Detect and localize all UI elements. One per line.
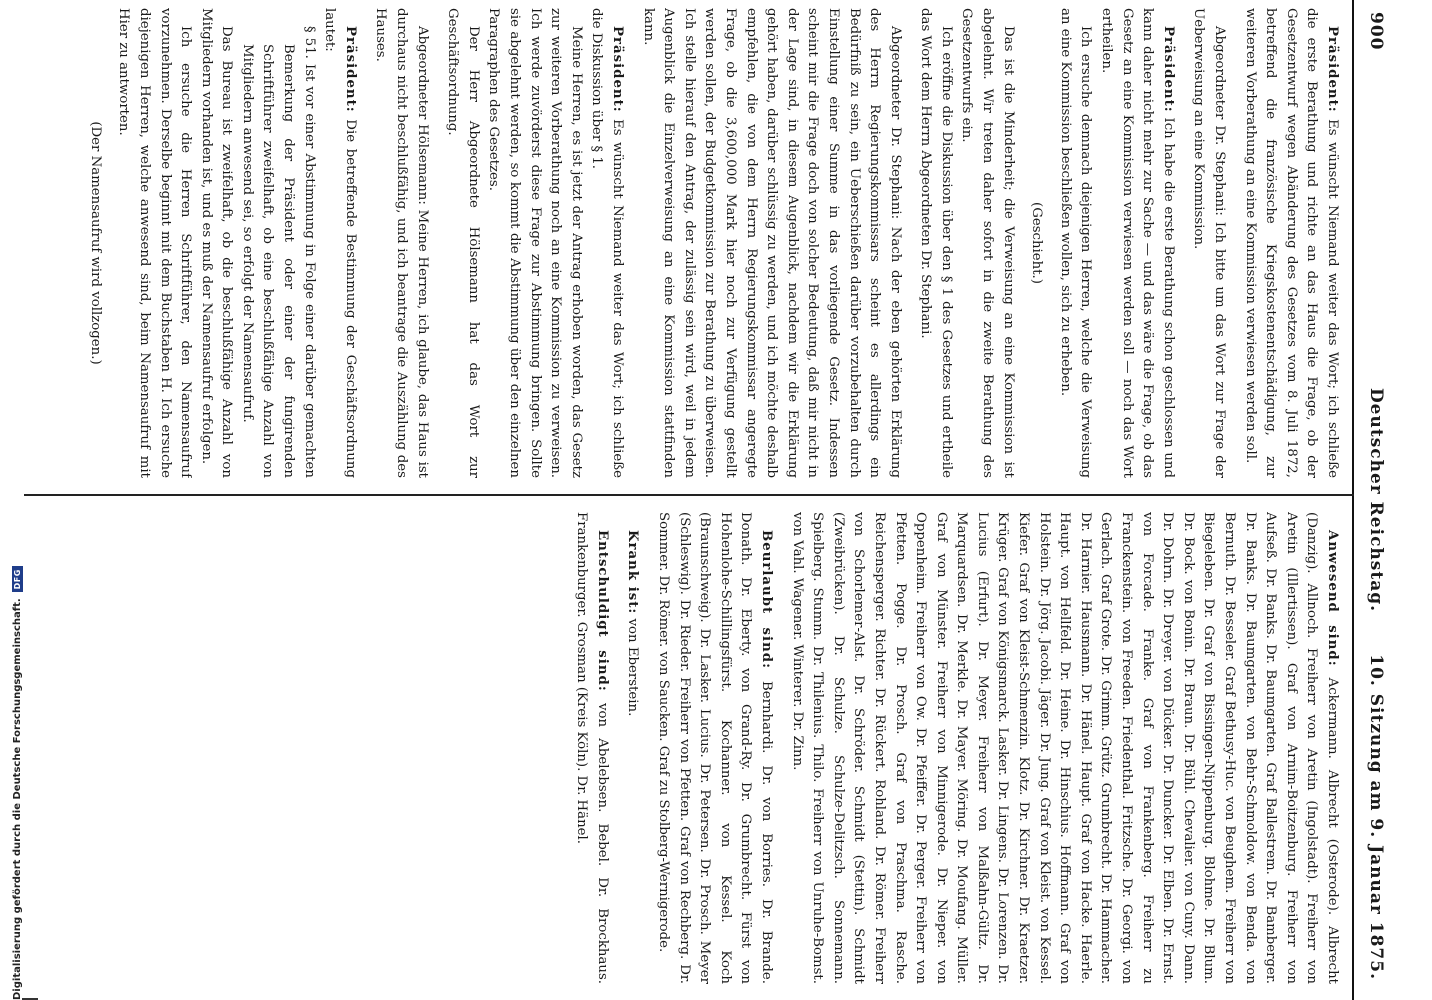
paragraph: Abgeordneter Dr. Stephani: Ich bitte um das Wort zur Frage der Ueberweisung an eine Kommission.	[1191, 8, 1228, 478]
digitization-credit	[9, 566, 25, 1000]
quoted-rule: § 51. Ist vor einer Abstimmung in Folge einer darüber gemachten Bemerkung der Präsident oder einer der fungirenden Schriftführer zweifelhaft, ob eine beschlußfähige Anzahl von Mitgliedern anwesend sei, so erfolgt der Namensaufruf.	[239, 26, 317, 478]
paragraph: Abgeordneter Dr. Stephani: Nach der eben gehörten Erklärung des Herrn Regierungskommissars scheint es allerdings ein Bedürfniß zu sein, ein Ueberschießen darüber vorzubehalten durch Einstellung einer Summe in das vorliegende Gesetz. Indessen scheint mir die Frage doch von solcher Bedeutung, daß mir nicht in der Lage sind, in diesem Augenblick, nachdem wir die Erklärung gehört haben, darüber schlüssig zu werden, und ich möchte deshalb empfehlen, die von dem Herrn Regierungskommissar angeregte Frage, ob die 3,600,000 Mark hier noch zur Verfügung gestellt werden sollen, der Budgetkommission zur Berathung zu überweisen. Ich stelle hierauf den Antrag, der zulässig sein wird, weil in jedem Augenblick die Einzelverweisung an eine Kommission stattfinden kann.	[640, 8, 903, 478]
speaker-president: Präsident:	[1325, 26, 1340, 113]
paragraph-text: Es wünscht Niemand weiter das Wort; ich schließe die erste Berathung und richte an das Haus die Frage, ob der Gesetzentwurf wegen Abänderung des Gesetzes vom 8. Juli 1872, betreffend die französische Kriegskostenentschädigung, zur weiteren Vorberathung an eine Kommission verwiesen werden soll.	[1242, 8, 1340, 478]
paragraph: Ich eröffne die Diskussion über den § 1 des Gesetzes und ertheile das Wort dem Herrn Abgeordneten Dr. Stephani.	[918, 8, 954, 478]
paragraph: Meine Herren, es ist jetzt der Antrag erhoben worden, das Gesetz zur weiteren Vorberathung noch an eine Kommission zu verweisen. Ich werde zuvörderst diese Frage zur Abstimmung bringen. Sollte sie abgelehnt werden, so kommt die Abstimmung über den einzelnen Paragraphen des Gesetzes.	[486, 8, 584, 478]
paragraph: Das Bureau ist zweifelhaft, ob die beschlußfähige Anzahl von Mitgliedern vorhanden ist, und es muß der Namensaufruf erfolgen.	[198, 8, 235, 478]
on-leave-label: Beurlaubt sind:	[758, 530, 774, 669]
excused-label: Entschuldigt sind:	[594, 530, 610, 692]
right-column	[42, 512, 1342, 984]
paragraph	[1239, 8, 1342, 478]
sick-names: von Eberstein.	[625, 618, 641, 717]
scanned-page	[18, 0, 1398, 1000]
paragraph	[1095, 8, 1177, 478]
paragraph-text: Ich habe die erste Berathung schon geschlossen und kann daher nicht mehr zur Sache — und das wäre die Frage, ob das Gesetz an eine Kommission verwiesen werden soll — noch das Wort ertheilen.	[1099, 8, 1176, 478]
sick-label: Krank ist:	[625, 530, 641, 615]
present-label: Anwesend sind:	[1325, 530, 1340, 667]
paragraph-text: Die betreffende Bestimmung der Geschäftsordnung lautet:	[322, 8, 358, 478]
dfg-logo: DFG	[12, 566, 23, 592]
paragraph: Das ist die Minderheit; die Verweisung an eine Kommission ist abgelehnt. Wir treten daher sofort in die zweite Berathung des Gesetzentwurfs ein.	[959, 8, 1016, 478]
left-column	[42, 8, 1342, 478]
attendance-on-leave	[652, 512, 776, 984]
page-header	[1352, 0, 1398, 1000]
attendance-sick	[622, 512, 643, 984]
paragraph: Ich ersuche demnach diejenigen Herren, welche die Verweisung an eine Kommission beschließen wollen, sich zu erheben.	[1057, 8, 1094, 478]
credit-text: Digitalisierung gefördert durch die Deutsche Forschungsgemeinschaft.	[11, 598, 23, 1000]
paragraph: Abgeordneter Hölsemann: Meine Herren, ich glaube, das Haus ist durchaus nicht beschlußfähig, und ich beantrage die Auszählung des Hauses.	[373, 8, 430, 478]
attendance-excused	[571, 512, 612, 984]
speaker-president: Präsident:	[342, 26, 358, 113]
session-date: 10. Sitzung am 9. Januar 1875.	[1366, 654, 1386, 980]
on-leave-names: Bernhardi. Dr. von Borries. Dr. Brande. Donath. Dr. Eberty. von Grand-Ry. Dr. Grumbrecht. Fürst von Hohenlohe-Schillingsfürst. Kochanner. von Kessel. Koch (Braunschweig). Dr. Lasker. Lucius. Dr. Petersen. Dr. Prosch. Meyer (Schleswig). Dr. Rieder. Freiherr von Pfetten. Graf von Rechberg. Dr. Sommer. Dr. Römer. von Saucken. Graf zu Stolberg-Wernigerode.	[656, 512, 774, 984]
stage-direction: (Der Namensaufruf wird vollzogen.)	[87, 121, 103, 365]
speaker-president: Präsident:	[1160, 26, 1176, 113]
present-names: Ackermann. Albrecht (Osterode). Albrecht (Danzig). Allnoch. Freiherr von Aretin (Ingolstadt). Freiherr von Aretin (Illertissen). Graf von Arnim-Boitzenburg. Freiherr von Aufseß. Dr. Banks. Dr. Baumgarten. Graf Ballestrem. Dr. Bamberger. Dr. Banks. Dr. Baumgarten. von Behr-Schmoldow. von Benda. von Bernuth. Dr. Besseler. Graf Bethusy-Huc. von Beughem. Freiherr von Biegeleben. Dr. Graf von Bissingen-Nippenburg. Blohme. Dr. Blum. Dr. Bock. von Bonin. Dr. Braun. Dr. Bühl. Chevalier. von Cuny. Dann. Dr. Dohrn. Dr. Dreyer. von Dücker. Dr. Duncker. Dr. Elben. Dr. Ernst. von Forcade. Franke. Graf von Frankenberg. Freiherr zu Franckenstein. von Freeden. Friedenthal. Fritzsche. Dr. Georgi. von Gerlach. Graf Grote. Dr. Grimm. Grütz. Grumbrecht. Dr. Hammacher. Dr. Harnier. Hausmann. Dr. Hänel. Haupt. Graf von Hacke. Haerle. Haupt. von Hellfeld. Dr. Heine. Dr. Hinschius. Hoffmann. Graf von Holstein. Dr. Jörg. Jacobi. Jäger. Dr. Jung. Graf von Kleist. von Kessel. Kiefer. Graf von Kleist-Schmenzin. Klotz. Dr. Kirchner. Dr. Kraetzer. Krüger. Graf von Königsmarck. Lasker. Dr. Lingens. Dr. Lorenzen. Dr. Lucius (Erfurt). Dr. Meyer. Freiherr von Malßahn-Gültz. Dr. Marquardsen. Dr. Merkle. Dr. Mayer. Möring. Dr. Moufang. Müller. Graf von Münster. Freiherr von Minnigerode. Dr. Nieper. von Oppenheim. Freiherr von Ow. Dr. Pfeiffer. Dr. Perger. Freiherr von Pfetten. Pogge. Dr. Prosch. Graf von Praschma. Rasche. Reichensperger. Richter. Dr. Rückert. Rohland. Dr. Römer. Freiherr von Schorlemer-Alst. Dr. Schröder. Schmidt (Stettin). Schmidt (Zweibrücken). Dr. Schulze. Schulze-Delitzsch. Sonnemann. Spielberg. Stumm. Dr. Thilenius. Thilo. Freiherr von Unruhe-Bomst. von Vahl. Wagener. Winterer. Dr. Zinn.	[789, 512, 1340, 984]
speaker-president: Präsident:	[610, 26, 625, 113]
excused-names: von Abelebsen. Bebel. Dr. Brockhaus. Frankenburger. Grosman (Kreis Köln). Dr. Hänel.	[574, 512, 610, 984]
column-divider	[24, 494, 1354, 496]
paragraph	[319, 8, 360, 478]
paragraph: Ich ersuche die Herren Schriftführer, den Namensaufruf vorzunehmen. Derselbe beginnt mit dem Buchstaben H. Ich ersuche diejenigen Herren, welche anwesend sind, beim Namensaufruf mit Hier zu antworten.	[116, 8, 194, 478]
paragraph: Der Herr Abgeordnete Hölsemann hat das Wort zur Geschäftsordnung.	[445, 8, 481, 478]
publication-title: Deutscher Reichstag.	[1366, 387, 1386, 613]
paragraph-text: Es wünscht Niemand weiter das Wort; ich schließe die Diskussion über § 1.	[589, 8, 625, 478]
attendance-present	[786, 512, 1342, 984]
paragraph	[586, 8, 627, 478]
page-number: 900	[1366, 12, 1386, 51]
stage-direction: (Geschieht.)	[1029, 202, 1045, 284]
